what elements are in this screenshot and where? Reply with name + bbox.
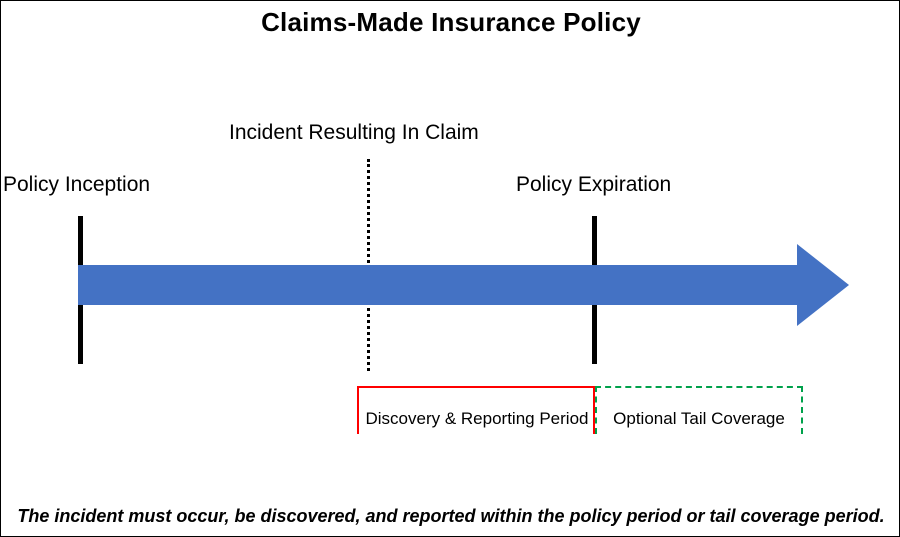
label-incident-resulting-in-claim: Incident Resulting In Claim [229, 121, 479, 144]
footnote-text: The incident must occur, be discovered, and reported within the policy period or tail coverage period. [17, 506, 885, 526]
timeline-arrow-head-icon [797, 244, 849, 326]
label-policy-expiration: Policy Expiration [516, 173, 672, 196]
label-optional-tail-coverage: Optional Tail Coverage [613, 409, 785, 428]
label-discovery-reporting-period: Discovery & Reporting Period [365, 409, 589, 428]
timeline-arrow-bar [78, 265, 803, 305]
page-title: Claims-Made Insurance Policy [261, 7, 641, 37]
label-policy-inception: Policy Inception [3, 173, 151, 196]
